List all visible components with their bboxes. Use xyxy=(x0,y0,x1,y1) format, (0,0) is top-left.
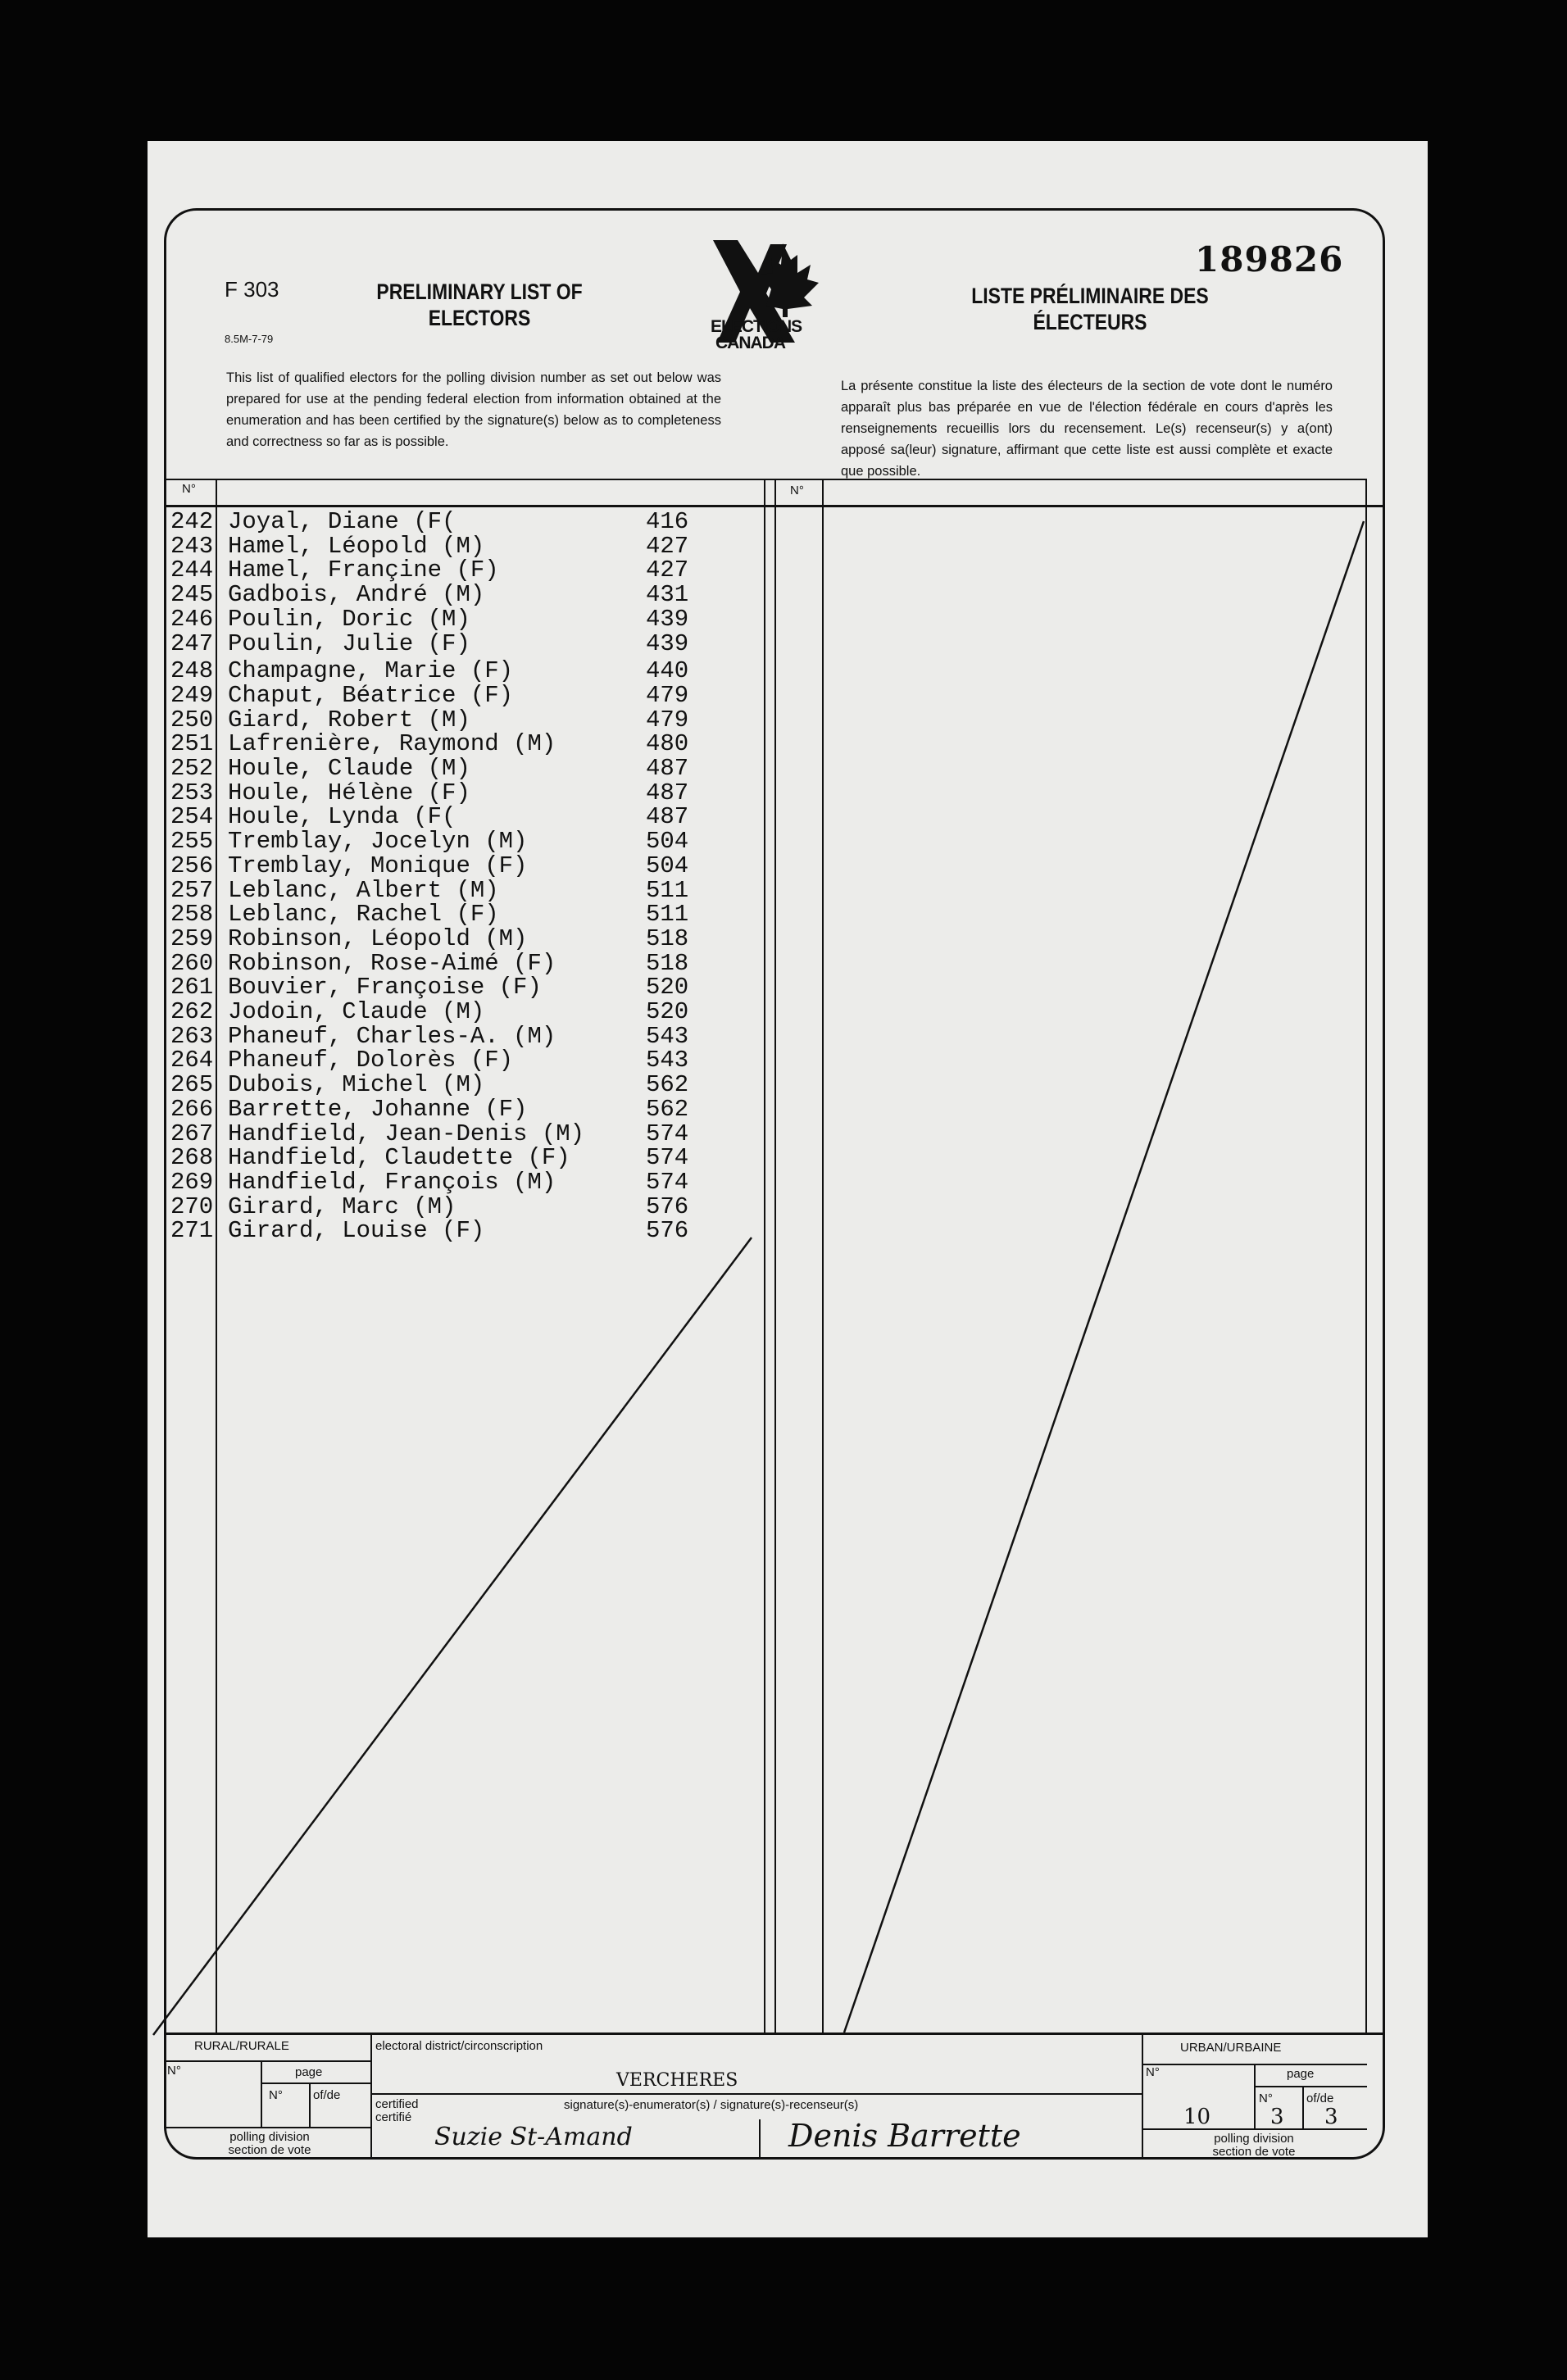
address-number: 504 xyxy=(646,852,689,879)
elector-name: Poulin, Doric (M) xyxy=(228,605,470,633)
elector-name: Tremblay, Jocelyn (M) xyxy=(228,828,528,856)
urban-page-label: page xyxy=(1287,2067,1315,2081)
elector-number: 258 xyxy=(170,901,214,929)
svg-text:ELECTIONS: ELECTIONS xyxy=(711,317,802,336)
elector-number: 255 xyxy=(170,828,214,856)
elector-name: Barrette, Johanne (F) xyxy=(228,1095,528,1123)
print-code: 8.5M-7-79 xyxy=(225,333,274,345)
address-number: 520 xyxy=(646,974,689,1002)
address-number: 574 xyxy=(646,1120,689,1147)
rural-polling-division xyxy=(208,2131,331,2157)
certified-fr: certifié xyxy=(375,2110,412,2124)
address-number: 574 xyxy=(646,1168,689,1196)
enumerator-signature-2: Denis Barrette xyxy=(788,2118,1021,2154)
divider xyxy=(164,2033,1385,2035)
title-fr: LISTE PRÉLIMINAIRE DES ÉLECTEURS xyxy=(971,284,1209,334)
rural-page-of-label: of/de xyxy=(313,2088,341,2102)
elector-number: 251 xyxy=(170,730,214,758)
enumerator-signature-1: Suzie St-Amand xyxy=(434,2123,633,2151)
elector-name: Leblanc, Albert (M) xyxy=(228,876,499,904)
address-number: 439 xyxy=(646,629,689,657)
address-number: 427 xyxy=(646,532,689,560)
elector-number: 267 xyxy=(170,1120,214,1147)
urban-no-label: N° xyxy=(1146,2065,1160,2079)
column-header-no-right: N° xyxy=(790,484,804,497)
divider xyxy=(1254,2064,1256,2128)
address-number: 504 xyxy=(646,828,689,856)
address-number: 562 xyxy=(646,1095,689,1123)
address-number: 431 xyxy=(646,581,689,609)
divider xyxy=(1142,2033,1143,2160)
divider xyxy=(1302,2086,1304,2128)
elector-name: Houle, Hélène (F) xyxy=(228,779,470,806)
page-total: 3 xyxy=(1324,2105,1338,2129)
form-number: F 303 xyxy=(225,277,279,302)
elector-name: Leblanc, Rachel (F) xyxy=(228,901,499,929)
address-number: 543 xyxy=(646,1047,689,1074)
elector-number: 270 xyxy=(170,1192,214,1220)
elector-number: 266 xyxy=(170,1095,214,1123)
rural-label: RURAL/RURALE xyxy=(194,2039,289,2053)
urban-polling-division xyxy=(1192,2132,1315,2159)
polling-label-fr: section de vote xyxy=(1212,2145,1296,2159)
serial-number: 189826 xyxy=(1195,239,1344,279)
elector-number: 247 xyxy=(170,629,214,657)
elector-name: Jodoin, Claude (M) xyxy=(228,998,485,1025)
elector-number: 259 xyxy=(170,924,214,952)
address-number: 520 xyxy=(646,998,689,1025)
certified-label xyxy=(375,2098,419,2124)
address-number: 480 xyxy=(646,730,689,758)
divider xyxy=(1254,2086,1367,2087)
elector-number: 244 xyxy=(170,556,214,584)
divider xyxy=(370,2033,372,2160)
elector-number: 246 xyxy=(170,605,214,633)
certified-en: certified xyxy=(375,2097,419,2111)
address-number: 479 xyxy=(646,681,689,709)
address-number: 576 xyxy=(646,1217,689,1245)
elector-name: Joyal, Diane (F( xyxy=(228,508,456,535)
elector-name: Houle, Lynda (F( xyxy=(228,803,456,831)
address-number: 487 xyxy=(646,803,689,831)
elector-name: Chaput, Béatrice (F) xyxy=(228,681,514,709)
address-number: 543 xyxy=(646,1022,689,1050)
elector-number: 253 xyxy=(170,779,214,806)
urban-page-of-label: of/de xyxy=(1306,2092,1334,2105)
address-number: 511 xyxy=(646,901,689,929)
address-number: 576 xyxy=(646,1192,689,1220)
polling-division-number: 10 xyxy=(1183,2105,1211,2129)
elector-name: Phaneuf, Dolorès (F) xyxy=(228,1047,514,1074)
elector-number: 252 xyxy=(170,755,214,782)
elector-name: Giard, Robert (M) xyxy=(228,706,470,734)
divider xyxy=(164,2127,370,2128)
signature-label: signature(s)-enumerator(s) / signature(s)-recenseur(s) xyxy=(564,2098,859,2112)
page-number: 3 xyxy=(1270,2105,1284,2129)
elector-number: 257 xyxy=(170,876,214,904)
elector-number: 271 xyxy=(170,1217,214,1245)
address-number: 479 xyxy=(646,706,689,734)
urban-page-no-label: N° xyxy=(1259,2092,1273,2105)
elector-number: 262 xyxy=(170,998,214,1025)
elector-number: 269 xyxy=(170,1168,214,1196)
elector-name: Robinson, Rose-Aimé (F) xyxy=(228,949,556,977)
divider xyxy=(370,2093,1142,2095)
elector-name: Handfield, François (M) xyxy=(228,1168,556,1196)
address-number: 518 xyxy=(646,924,689,952)
elector-name: Gadbois, André (M) xyxy=(228,581,485,609)
intro-english: This list of qualified electors for the polling division number as set out below was prepared for use at the pending federal election from information obtained at the enumeration and has been certified by the signature(s) below as to completeness and correctness so far as is possible. xyxy=(226,370,721,449)
column-header-no: N° xyxy=(182,482,196,496)
address-number: 440 xyxy=(646,657,689,685)
elector-name: Poulin, Julie (F) xyxy=(228,629,470,657)
elector-name: Hamel, Françine (F) xyxy=(228,556,499,584)
elector-number: 256 xyxy=(170,852,214,879)
elector-number: 264 xyxy=(170,1047,214,1074)
elector-name: Girard, Marc (M) xyxy=(228,1192,456,1220)
address-number: 518 xyxy=(646,949,689,977)
elector-name: Girard, Louise (F) xyxy=(228,1217,485,1245)
elector-name: Robinson, Léopold (M) xyxy=(228,924,528,952)
divider xyxy=(164,2060,370,2062)
elector-number: 249 xyxy=(170,681,214,709)
elector-name: Tremblay, Monique (F) xyxy=(228,852,528,879)
diagonal-line-left xyxy=(153,1238,752,2035)
elector-name: Hamel, Léopold (M) xyxy=(228,532,485,560)
elector-number: 250 xyxy=(170,706,214,734)
elector-number: 261 xyxy=(170,974,214,1002)
divider xyxy=(309,2082,311,2127)
elector-number: 263 xyxy=(170,1022,214,1050)
elector-name: Dubois, Michel (M) xyxy=(228,1071,485,1099)
rural-page-label: page xyxy=(295,2065,323,2079)
address-number: 427 xyxy=(646,556,689,584)
intro-french: La présente constitue la liste des électeurs de la section de vote dont le numéro apparaît plus bas préparée en vue de l'élection fédérale en cours d'après les renseignements recueillis lors du recensement. Le(s) recenseur(s) y a(ont) apposé sa(leur) signature, affirmant que cette liste est aussi complète et exacte que possible. xyxy=(841,379,1333,479)
elector-number: 242 xyxy=(170,508,214,535)
district-label: electoral district/circonscription xyxy=(375,2039,543,2053)
elector-number: 268 xyxy=(170,1144,214,1172)
elector-number: 260 xyxy=(170,949,214,977)
elector-number: 245 xyxy=(170,581,214,609)
diagonal-line-right xyxy=(844,521,1364,2033)
title-en: PRELIMINARY LIST OF ELECTORS xyxy=(376,279,583,330)
rural-page-no-label: N° xyxy=(269,2088,283,2102)
address-number: 574 xyxy=(646,1144,689,1172)
divider xyxy=(261,2082,370,2084)
elector-number: 265 xyxy=(170,1071,214,1099)
elector-number: 254 xyxy=(170,803,214,831)
divider xyxy=(759,2119,761,2160)
svg-text:CANADA: CANADA xyxy=(715,334,785,352)
elector-name: Phaneuf, Charles-A. (M) xyxy=(228,1022,556,1050)
urban-label: URBAN/URBAINE xyxy=(1180,2041,1282,2055)
address-number: 562 xyxy=(646,1071,689,1099)
elector-number: 243 xyxy=(170,532,214,560)
divider xyxy=(261,2060,262,2127)
address-number: 487 xyxy=(646,755,689,782)
address-number: 487 xyxy=(646,779,689,806)
electoral-district: VERCHERES xyxy=(616,2070,738,2091)
elector-name: Bouvier, Françoise (F) xyxy=(228,974,542,1002)
elector-name: Handfield, Jean-Denis (M) xyxy=(228,1120,585,1147)
rural-no-label: N° xyxy=(167,2064,181,2078)
polling-label-fr: section de vote xyxy=(228,2143,311,2157)
polling-label: polling division xyxy=(229,2130,310,2144)
elector-name: Handfield, Claudette (F) xyxy=(228,1144,570,1172)
elector-name: Houle, Claude (M) xyxy=(228,755,470,782)
address-number: 439 xyxy=(646,605,689,633)
address-number: 511 xyxy=(646,876,689,904)
elector-name: Lafrenière, Raymond (M) xyxy=(228,730,556,758)
elector-number: 248 xyxy=(170,657,214,685)
elector-name: Champagne, Marie (F) xyxy=(228,657,514,685)
polling-label: polling division xyxy=(1214,2132,1294,2146)
address-number: 416 xyxy=(646,508,689,535)
